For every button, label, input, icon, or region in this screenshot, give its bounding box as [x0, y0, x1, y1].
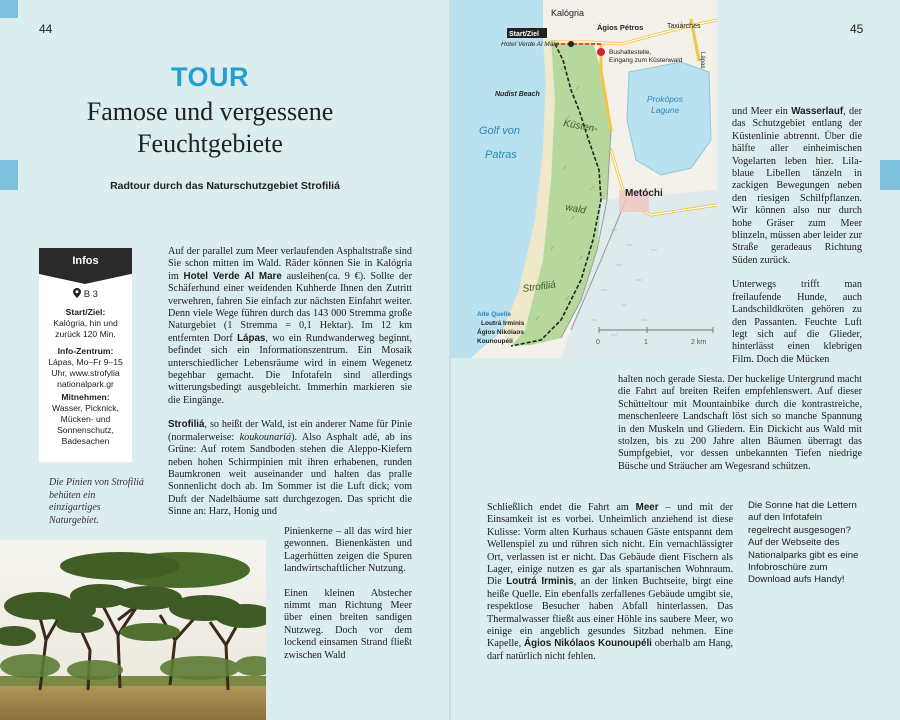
text: oberhalb am Hang, darf natürlich nicht fehlen.	[487, 638, 733, 662]
page-number-right: 45	[850, 22, 864, 36]
map-label-alte-quelle: Alte Quelle	[477, 311, 511, 318]
text-column-1	[168, 246, 412, 519]
thumb-tab-top	[0, 0, 18, 18]
subtitle: Radtour durch das Naturschutzgebiet Strofiliá	[110, 180, 340, 192]
tour-label: TOUR	[170, 62, 249, 92]
map-label-lagoon-1: Prokópos	[647, 94, 683, 104]
text: ). Also Asphalt adé, ab ins Grüne: Auf rotem Sandboden stehen die Aleppo-Kiefern neben hohen Schirmpinien mit ihren erhabenen, runden Baumkronen weit auseinander und halten das pralle Sonnenlicht doch ab. Im Sommer ist die Luft dick; vom Duft der Nadelbäume satt durchgezogen. Das spricht die Sinne an: Harz, Honig und	[168, 431, 412, 518]
map-label-agios-nikolaos: Ágios Nikólaos	[477, 329, 524, 336]
paragraph: halten noch gerade Siesta. Der huckelige Untergrund macht die Fahrt auf breiten Reifen empfehlenswert. Auf dieser Schütteltour mit Mountainbike durch die kontrastreiche, menschenleere Landschaft löst sich so manche Spannung in den Muskeln und Gliedern. Ein Dickicht aus Wald mit stolzen, bis zu 200 Jahre alten Bäumen überragt das Sumpfgebiet, vor dessen unbekannten Tiefen niedrige Büsche und Sträucher am Wegesrand schützen.	[618, 374, 862, 472]
map-scale-2: 2 km	[691, 339, 707, 346]
page-title	[70, 96, 350, 160]
term: Wasserlauf	[791, 106, 844, 117]
info-box-heading: Infos	[39, 248, 132, 274]
bring-text: Wasser, Picknick, Mücken- und Sonnenschutz, Badesachen	[51, 403, 119, 446]
title-line-1: Famose und vergessene	[86, 97, 334, 126]
text-column-1-continued	[284, 526, 412, 662]
map-label-taxiarches: Taxiárches	[667, 23, 701, 30]
info-box-arrow	[39, 274, 131, 284]
title-line-2: Feuchtgebiete	[137, 129, 283, 158]
paragraph: Unterwegs trifft man freilaufende Hunde, auch Landschildkröten gehören zu den Passanten. Feuchte Luft legt sich auf die Glieder, hinterlässt einen klebrigen Film. Doch die Mücken	[732, 279, 862, 365]
map-label-agios-petros: Ágios Pétros	[597, 23, 644, 32]
map-label-metochi: Metóchi	[625, 188, 663, 199]
info-center-text: Lápas, Mo–Fr 9–15 Uhr, www.strofylia nationalpark.gr	[48, 357, 123, 389]
map-scale-0: 0	[596, 339, 600, 346]
text: , wo ein Rundwanderweg beginnt, befindet sich ein Informationszentrum. Ein Mosaik unterschiedlicher Lebensräume wird in einem Wegenetz begehbar gemacht. Die Infotafeln sind allerdings witterungsbedingt ausgebleicht. Immerhin markieren sie die Eingänge.	[168, 332, 413, 406]
thumb-tab	[0, 160, 18, 190]
map-reference	[39, 288, 132, 300]
text: , der das Schutzgebiet entlang der Küstenlinie abtrennt. Über die hälfte aller einheimischen Vogelarten leben hier. Lila-blaue Libellen tänzeln in zackigen Bewegungen neben den riesigen Schilfpflanzen. Wir können also nur durch hohe Gräser zum Meer blinzeln, müssen aber leider zur Straße geradeaus Richtung Süden zurück.	[732, 106, 862, 266]
paragraph	[168, 419, 412, 518]
route-map	[451, 0, 717, 358]
paragraph: Pinienkerne – all das wird hier gewonnen. Bienenkästen und Lagerhütten zeigen die Spuren landwirtschaftlicher Nutzung.	[284, 526, 412, 575]
thumb-tab-right	[880, 160, 900, 190]
text: ausleihen(ca. 9 €). Sollte der Schäferhund einer weidenden Kuhherde Ihnen den Zutritt verwehren, fahren Sie einfach zur nächsten Einfahrt weiter. Denn viele Wege führen durch das 143 000 Stremma große Naturgebiet (1 Stremma = 0,1 Hektar). Im 12 km entfernten Dorf	[168, 270, 412, 344]
map-label-lapas-road: Lápas	[699, 52, 705, 69]
paragraph	[487, 502, 733, 663]
paragraph	[732, 106, 862, 267]
side-note: Die Sonne hat die Lettern auf den Infotafeln regelrecht ausgesogen? Auf der Webseite des Nationalparks gibt es eine Infobroschüre zum Download aufs Handy!	[748, 500, 859, 586]
text-column-2	[732, 106, 862, 366]
map-label-hotel: Hotel Verde Al Mare	[501, 41, 560, 48]
location-pin-icon	[73, 289, 84, 300]
map-label-nudist: Nudist Beach	[495, 91, 540, 98]
hotel-name: Hotel Verde Al Mare	[183, 270, 282, 282]
map-label-lagoon-2: Lagune	[651, 105, 680, 115]
photo-caption: Die Pinien von Strofiliá behüten ein einzigartiges Naturgebiet.	[49, 477, 144, 526]
term: koukounariá	[239, 431, 292, 443]
map-label-kalogria: Kalógria	[551, 8, 585, 18]
map-label-bus-2: Eingang zum Küstenwald	[609, 57, 683, 64]
map-label-gulf-2: Patras	[485, 149, 517, 161]
text: – und mit der Einsamkeit ist es vorbei. Unheimlich anziehend ist diese Kulisse: Vorm alten Kurhaus schauen Gäste entspannt dem Wellenspiel zu und rühren sich nicht. Ein vernachlässigter Ort, verlassen ist er nicht. Das Gebäude dient Fischern als Lager, einige nutzen es gar als spartanischen Wohnraum. Die	[487, 502, 734, 588]
info-center-label: Info-Zentrum:	[57, 346, 114, 356]
paragraph: Einen kleinen Abstecher nimmt man Richtung Meer über einen breiten sandigen Nutzweg. Doch vor dem lockend einsamen Strand fließt zwischen Wald	[284, 587, 412, 661]
map-label-forest-1: Küsten-	[562, 118, 599, 135]
bring-label: Mitnehmen:	[61, 392, 110, 402]
text-column-3	[487, 502, 733, 663]
place-name: Lápas	[237, 332, 266, 344]
term: Meer	[635, 502, 659, 513]
start-text: Kalógria, hin und zurück 120 Min.	[53, 318, 118, 339]
start-label: Start/Ziel:	[65, 307, 106, 317]
map-label-strofilia: Strofiliá	[521, 279, 557, 295]
map-label-forest-2: wald	[564, 202, 587, 217]
text: Auf der parallel zum Meer verlaufenden Asphaltstraße sind Sie schon mitten im Wald. Räder können Sie in Kalógria im	[168, 246, 412, 282]
info-box-body	[39, 288, 132, 447]
place-name: Loutrá Irminis	[506, 576, 574, 588]
place-name: Ágios Nikólaos Kounoupéli	[524, 638, 652, 650]
text-column-2-continued	[618, 374, 862, 473]
text: , an der linken Buchtseite, birgt eine heiße Quelle. Ein ebenfalls zerfallenes Gebäude umgibt sie, respektlose Besucher haben Abfall hinterlassen. Das Thermalwasser fließt aus einer Höhle ins saubere Meer, wo einige ein angeblich gesundes Sitzbad nehmen. Eine Kapelle,	[487, 576, 733, 650]
text: und Meer ein	[732, 106, 792, 117]
map-scale-1: 1	[644, 339, 648, 346]
place-name: Strofiliá	[168, 419, 205, 431]
page-number-left: 44	[39, 22, 53, 36]
map-label-kounoupeli: Kounoupéli	[477, 338, 513, 345]
map-label-loutra: Loutrá Irminis	[481, 320, 525, 327]
paragraph	[168, 246, 412, 407]
map-reference-value: B 3	[83, 289, 98, 300]
map-label-start: Start/Ziel	[509, 31, 539, 38]
text: , so heißt der Wald, ist ein anderer Name für Pinie (normalerweise:	[168, 419, 412, 443]
map-label-gulf-1: Golf von	[479, 125, 520, 137]
pine-forest-photo	[0, 540, 266, 720]
text: Schließlich endet die Fahrt am	[487, 502, 636, 513]
map-label-bus: Bushaltestelle,	[609, 49, 652, 56]
